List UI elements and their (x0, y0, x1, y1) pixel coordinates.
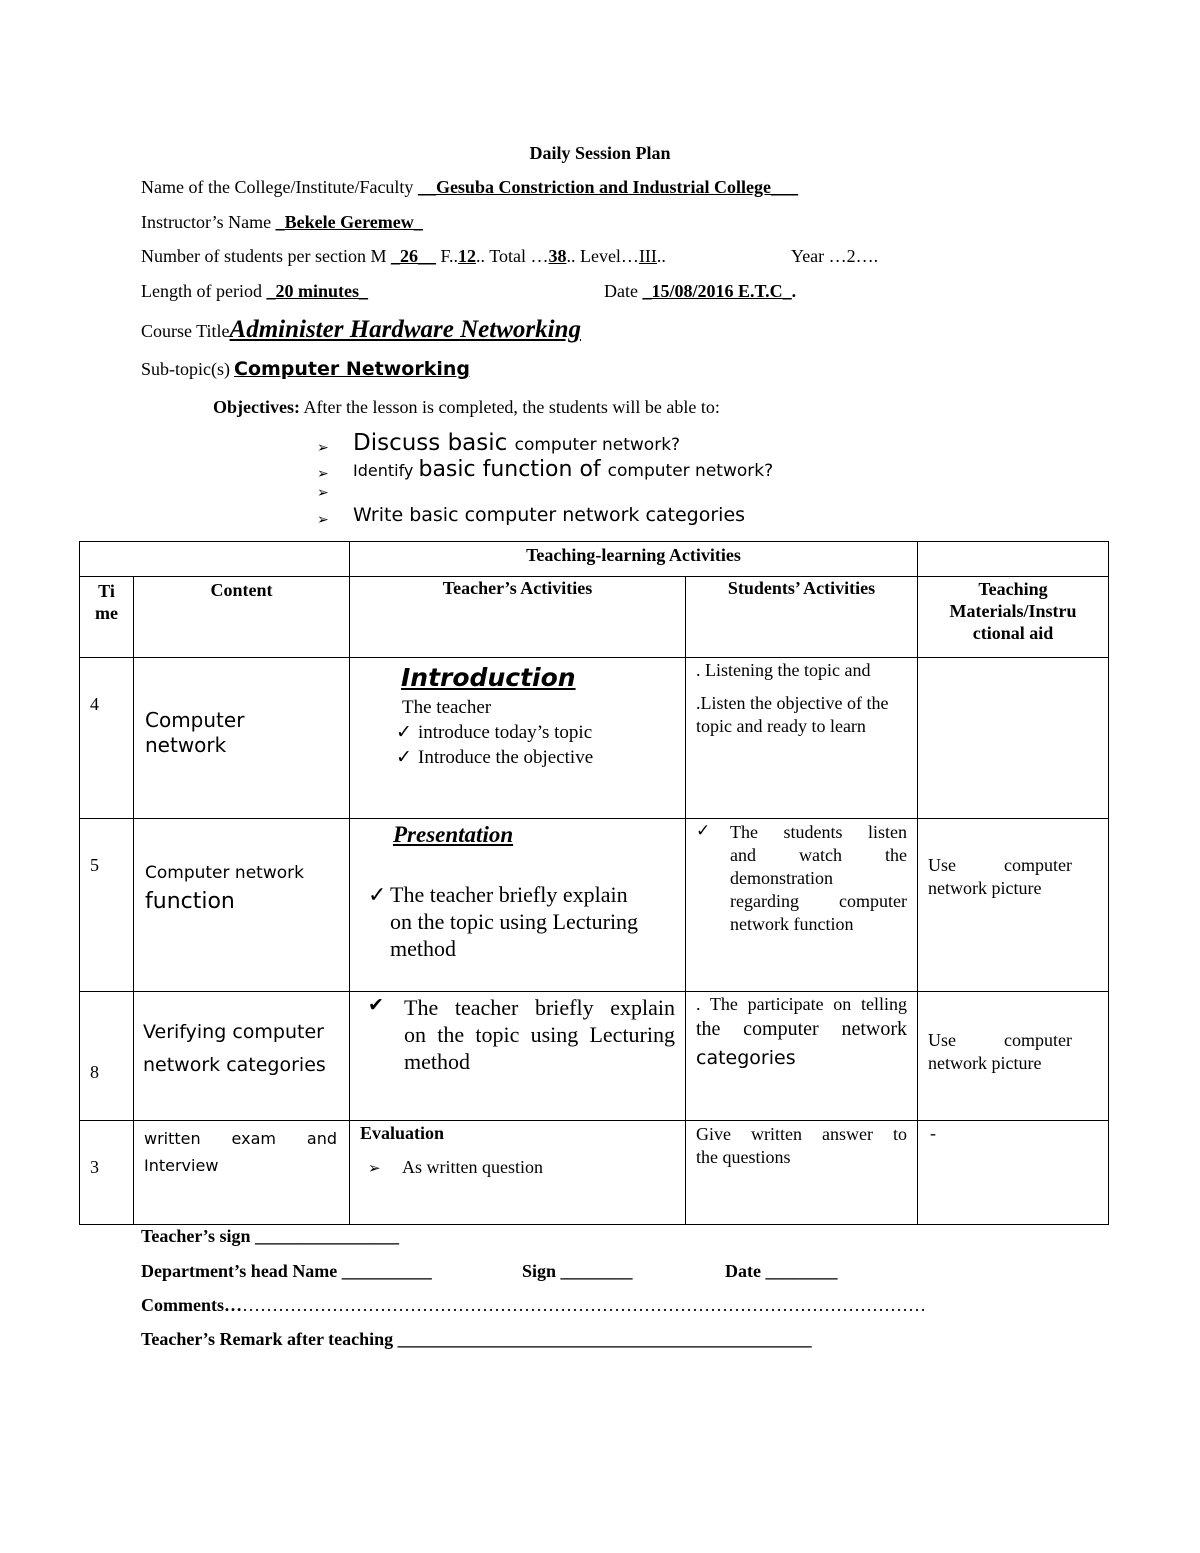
materials-line: Use computer (928, 1030, 1072, 1050)
teacher-line: method (390, 936, 456, 961)
students-line (141, 246, 666, 267)
footer-date-line: Date ________ (725, 1261, 838, 1281)
teacher-check-line: ✓ Introduce the objective (396, 747, 594, 768)
students-line: categories (696, 1047, 796, 1069)
content-line: Interview (144, 1156, 219, 1175)
arrow-bullet-icon: ➢ (317, 467, 329, 482)
remark-line: Teacher’s Remark after teaching ______________________________________________ (141, 1329, 812, 1349)
students-header-label: Students’ Activities (727, 578, 876, 598)
time-value: 3 (90, 1157, 99, 1177)
time-header-line: me (95, 603, 118, 623)
content-line: function (145, 889, 235, 914)
year-value: Year …2…. (791, 246, 879, 266)
teacher-sign-label: Teacher’s sign (141, 1226, 251, 1246)
table-row (80, 819, 1109, 992)
teacher-line: on the topic using Lecturing (390, 909, 639, 934)
comments-line (141, 1295, 926, 1316)
students-line: topic and ready to learn (696, 716, 866, 736)
teacher-check-line: ✓ introduce today’s topic (396, 722, 593, 743)
materials-header (918, 577, 1109, 658)
instructor-line (141, 212, 423, 233)
students-line: network function (730, 914, 854, 934)
materials-cell (918, 658, 1109, 819)
sign-line: Sign ________ (522, 1261, 633, 1281)
materials-header-line: Materials/Instru (949, 601, 1077, 621)
students-line: . Listening the topic and (696, 660, 871, 680)
students-cell (686, 658, 918, 819)
content-header (134, 577, 350, 658)
time-cell (80, 992, 134, 1121)
time-value: 8 (90, 1062, 99, 1082)
instructor-value: _Bekele Geremew_ (275, 212, 423, 232)
time-header (80, 577, 134, 658)
check-icon: ✓ (368, 882, 387, 907)
materials-cell (918, 1121, 1109, 1225)
students-label: Number of students per section (141, 246, 366, 266)
college-label: Name of the College/Institute/Faculty (141, 177, 414, 197)
college-value: __Gesuba Constriction and Industrial College___ (417, 177, 798, 197)
female-label: F.. (440, 246, 459, 266)
college-line (141, 177, 798, 198)
students-line: demonstration (730, 868, 833, 888)
materials-cell (918, 992, 1109, 1121)
teaching-learning-label: Teaching-learning Activities (526, 545, 741, 565)
objective-item-4: Write basic computer network categories (353, 504, 746, 526)
check-icon: ✓ (696, 821, 711, 840)
time-cell (80, 1121, 134, 1225)
students-line: Give written answer to (696, 1124, 907, 1144)
content-cell (134, 992, 350, 1121)
period-value: _20 minutes_ (266, 281, 368, 301)
check-icon: ✔ (368, 995, 384, 1016)
check-icon: ✓ (396, 722, 412, 743)
level-value: III (638, 246, 657, 266)
teacher-sign-line: Teacher’s sign ________________ (141, 1226, 399, 1246)
materials-header-line: ctional aid (972, 623, 1054, 643)
materials-header-line: Teaching (978, 579, 1048, 599)
content-line: network (145, 733, 227, 757)
time-cell (80, 658, 134, 819)
materials-line: - (930, 1123, 936, 1143)
content-header-label: Content (210, 580, 273, 600)
students-cell (686, 819, 918, 992)
objective-item-1: Discuss basic computer network? (353, 430, 681, 456)
comments-label: Comments… (141, 1295, 242, 1315)
time-value: 4 (90, 694, 99, 714)
teacher-cell (350, 992, 686, 1121)
period-line (141, 281, 368, 302)
students-header (686, 577, 918, 658)
session-plan-table (79, 541, 1109, 1225)
remark-label: Teacher’s Remark after teaching (141, 1329, 394, 1349)
objective-item-2: Identify basic function of computer network? (353, 457, 774, 482)
arrow-bullet-icon: ➢ (317, 441, 329, 456)
footer-date-label: Date (725, 1261, 761, 1281)
course-value: Administer Hardware Networking (229, 316, 581, 343)
male-count: _26__ (390, 246, 436, 266)
level-label: .. Level… (566, 246, 639, 266)
materials-line: network picture (928, 1053, 1042, 1073)
subtopic-label: Sub-topic(s) (141, 359, 230, 379)
arrow-bullet-icon: ➢ (368, 1161, 381, 1177)
content-line: network categories (143, 1054, 326, 1076)
students-line: and watch the (730, 845, 907, 865)
objectives-intro: After the lesson is completed, the students will be able to: (303, 397, 720, 417)
time-header-line: Ti (98, 581, 115, 601)
total-count: 38 (548, 246, 567, 266)
students-cell (686, 1121, 918, 1225)
check-icon: ✓ (396, 747, 412, 768)
objectives-line (213, 397, 720, 418)
students-line: . The participate on telling (696, 994, 907, 1014)
students-line: the computer network (696, 1018, 907, 1040)
materials-line: network picture (928, 878, 1042, 898)
content-cell (134, 1121, 350, 1225)
teaching-learning-header (350, 542, 918, 577)
period-label: Length of period (141, 281, 262, 301)
subtopic-line (141, 358, 470, 380)
teacher-line: The teacher (402, 697, 492, 718)
time-cell (80, 819, 134, 992)
arrow-bullet-icon: ➢ (317, 513, 329, 528)
presentation-title: Presentation (393, 822, 514, 847)
empty-header-cell (918, 542, 1109, 577)
course-line (141, 316, 581, 344)
teacher-cell (350, 658, 686, 819)
date-value: _15/08/2016 E.T.C_ (642, 281, 792, 301)
male-label: M (370, 246, 387, 266)
time-value: 5 (90, 855, 99, 875)
course-label: Course Title (141, 321, 230, 341)
teacher-line: method (404, 1049, 470, 1074)
dept-head-line: Department’s head Name __________ (141, 1261, 432, 1281)
table-header-row (80, 577, 1109, 658)
empty-header-cell (80, 542, 350, 577)
content-line: Verifying computer (143, 1021, 324, 1043)
evaluation-title: Evaluation (360, 1123, 445, 1143)
table-group-header-row (80, 542, 1109, 577)
content-cell (134, 819, 350, 992)
date-label: Date (604, 281, 638, 301)
content-line: Computer (145, 708, 245, 732)
content-line: written exam and (144, 1129, 337, 1148)
content-line: Computer network (145, 863, 304, 883)
teacher-arrow-line: ➢ As written question (368, 1157, 543, 1177)
materials-line: Use computer (928, 855, 1072, 875)
comments-dots: …………………………………………………………………………………………………… (242, 1295, 926, 1315)
arrow-bullet-icon: ➢ (317, 486, 329, 501)
dept-head-label: Department’s head Name (141, 1261, 338, 1281)
instructor-label: Instructor’s Name (141, 212, 272, 232)
content-cell (134, 658, 350, 819)
teacher-line: The teacher briefly explain (390, 882, 628, 907)
students-line: The students listen (730, 822, 907, 842)
table-row (80, 658, 1109, 819)
teacher-line: on the topic using Lecturing (404, 1022, 675, 1047)
teacher-cell (350, 1121, 686, 1225)
students-line: .Listen the objective of the (696, 693, 889, 713)
teacher-header (350, 577, 686, 658)
table-row (80, 992, 1109, 1121)
teacher-cell (350, 819, 686, 992)
table-row (80, 1121, 1109, 1225)
teacher-line: The teacher briefly explain (404, 995, 675, 1020)
students-cell (686, 992, 918, 1121)
teacher-header-label: Teacher’s Activities (442, 578, 593, 598)
students-line: regarding computer (730, 891, 907, 911)
objectives-label: Objectives: (213, 397, 300, 417)
level-suffix: .. (656, 246, 666, 266)
female-count: 12 (458, 246, 477, 266)
subtopic-value: Computer Networking (234, 358, 470, 380)
total-label: .. Total … (476, 246, 549, 266)
students-line: the questions (696, 1147, 791, 1167)
date-line: Date _15/08/2016 E.T.C_. (604, 281, 797, 301)
page-title: Daily Session Plan (529, 143, 671, 163)
materials-cell (918, 819, 1109, 992)
introduction-title: Introduction (401, 663, 576, 692)
sign-label: Sign (522, 1261, 557, 1281)
